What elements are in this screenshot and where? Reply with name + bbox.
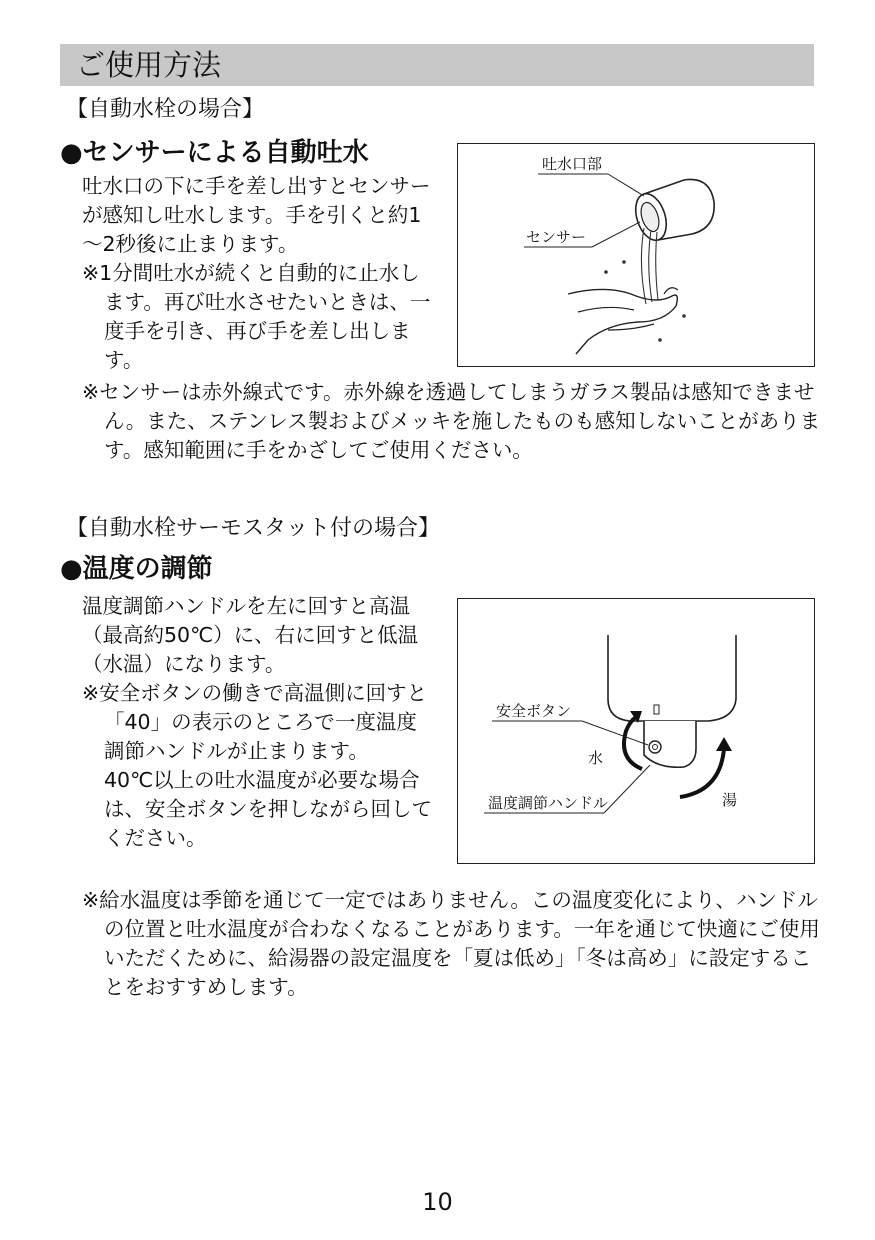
- section1-text: [82, 172, 432, 375]
- thermostat-faucet-illustration: [458, 599, 816, 865]
- safety-button-label: 安全ボタン: [496, 702, 572, 720]
- thermostat-faucet-figure: [457, 598, 815, 864]
- outlet-label: 吐水口部: [542, 155, 603, 173]
- section2-note1-cont: 40℃以上の吐水温度が必要な場合は、安全ボタンを押しながら回してください。: [104, 768, 432, 850]
- page-title: ご使用方法: [60, 44, 814, 86]
- section2-note1: ※安全ボタンの働きで高温側に回すと「40」の表示のところで一度温度調節ハンドルが止まります。: [82, 681, 428, 763]
- section2-note2: ※給水温度は季節を通じて一定ではありません。この温度変化により、ハンドルの位置と吐水温度が合わなくなることがあります。一年を通じて快適にご使用いただくために、給湯器の設定温度を「夏は低め」「冬は高め」に設定することをおすすめします。: [82, 888, 820, 999]
- section1-body: 吐水口の下に手を差し出すとセンサーが感知し吐水します。手を引くと約1～2秒後に止まります。: [82, 174, 431, 256]
- section1-note2-wrap: [82, 378, 822, 465]
- section2-heading: 【自動水栓サーモスタット付の場合】: [66, 516, 441, 541]
- section1-note2: ※センサーは赤外線式です。赤外線を透過してしまうガラス製品は感知できません。また、ステンレス製およびメッキを施したものも感知しないことがあります。感知範囲に手をかざしてご使用ください。: [82, 380, 821, 462]
- page-number: 10: [422, 1188, 453, 1216]
- section2-text: [82, 592, 432, 853]
- handle-label: 温度調節ハンドル: [488, 794, 609, 812]
- section1-note1: ※1分間吐水が続くと自動的に止水します。再び吐水させたいときは、一度手を引き、再び手を差し出します。: [82, 261, 431, 372]
- sensor-label: センサー: [526, 228, 587, 246]
- water-label: 水: [588, 749, 604, 767]
- section2-subheading: ●温度の調節: [60, 554, 213, 584]
- section1-heading: 【自動水栓の場合】: [66, 97, 265, 122]
- hot-label: 湯: [722, 791, 738, 809]
- section1-subheading: ●センサーによる自動吐水: [60, 138, 369, 168]
- section2-note2-wrap: [82, 886, 822, 1002]
- sensor-faucet-figure: [457, 143, 815, 367]
- sensor-faucet-illustration: [458, 144, 816, 368]
- section2-body: 温度調節ハンドルを左に回すと高温（最高約50℃）に、右に回すと低温（水温）になります。: [82, 594, 419, 676]
